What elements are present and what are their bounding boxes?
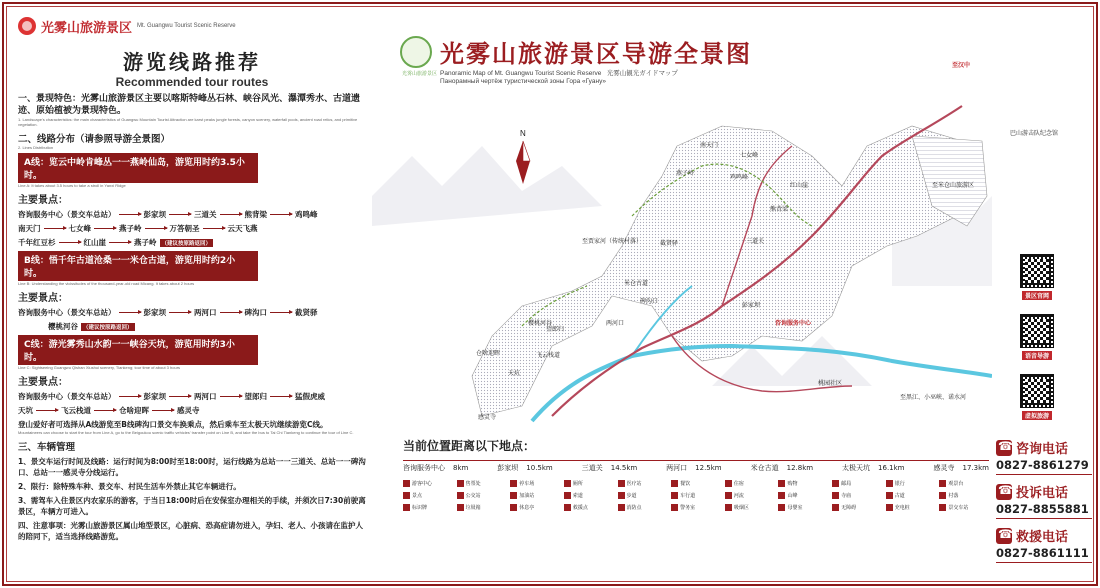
qr-pattern <box>1025 259 1049 283</box>
distance-km: 16.1km <box>878 464 905 472</box>
legend-item <box>510 502 560 512</box>
line-c-row-1 <box>18 391 366 402</box>
hotline-number[interactable]: 0827-8861279 <box>996 458 1092 475</box>
legend-label: 消防点 <box>626 504 642 511</box>
legend-label: 救援点 <box>572 504 588 511</box>
routes-title: 游览线路推荐 <box>123 50 261 74</box>
line-b-en: Line B: Understanding the vicissitudes of the thousand-year-old road Micang. It takes about 2 hours <box>18 281 195 286</box>
stop: 碑沟口 <box>244 308 267 317</box>
stop: 咨询服务中心（景交车总站） <box>18 210 116 219</box>
legend-label: 垃圾箱 <box>465 504 481 511</box>
notice: 四、注意事项：光雾山旅游景区属山地型景区，心脏病、恐高症请勿进入，孕妇、老人、小孩请在监护人的陪同下，适当选择线路游览。 <box>18 521 363 541</box>
legend-symbol-icon <box>778 492 785 499</box>
legend-item <box>832 502 882 512</box>
line-a-en: Line A: It takes about 3.5 hours to take a stroll in Yanxi Ridge <box>18 183 126 188</box>
stop: 鸡鸣峰 <box>295 210 318 219</box>
arrow-icon <box>220 396 242 397</box>
qr-code-website[interactable] <box>1020 254 1054 288</box>
stop: 彭家坝 <box>143 210 166 219</box>
distance-item <box>403 463 468 473</box>
legend-item <box>403 490 453 500</box>
stop: 彭家坝 <box>143 392 166 401</box>
legend-symbol-icon <box>939 504 946 511</box>
line-a-row-3 <box>18 237 366 248</box>
legend-label: 吸烟区 <box>733 504 749 511</box>
legend-label: 观景台 <box>948 480 964 487</box>
hotline-title: 投诉电话 <box>1016 486 1069 501</box>
legend-symbol-icon <box>510 504 517 511</box>
legend-item <box>618 490 668 500</box>
legend-item <box>886 490 936 500</box>
hotline-title: 咨询电话 <box>1016 442 1069 457</box>
stop: 飞云栈道 <box>61 406 91 415</box>
map-title-en <box>440 68 678 77</box>
line-c-en: Line C: Sightseeing Guangwu Qishan Xiushui scenery, Tiankeng; tour time of about 3 hours <box>18 365 181 370</box>
label-pengjiaba: 彭家坝 <box>742 302 761 309</box>
hotline-consult <box>996 438 1092 475</box>
label-feiyun: 飞云栈道 <box>536 352 561 359</box>
label-taoyuan: 桃园社区 <box>818 380 843 387</box>
transfer-note: 登山爱好者可选择从A线游览至B线碑沟口景交车换乘点，然后乘车至太极天坑继续游览C线。 <box>18 420 328 429</box>
stop: 万答朝圣 <box>169 224 200 233</box>
arrow-icon <box>145 228 167 229</box>
line-a-row-1 <box>18 209 366 220</box>
legend-item <box>564 478 614 488</box>
label-xiongbeiliang: 熊背梁 <box>770 206 789 213</box>
stop: 截贤驿 <box>295 308 318 317</box>
legend-symbol-icon <box>564 492 571 499</box>
label-tiankeng: 天坑 <box>508 370 521 377</box>
legend-label: 索道 <box>572 492 583 499</box>
legend-label: 游客中心 <box>412 480 433 487</box>
stop: 熊背梁 <box>244 210 267 219</box>
legend-symbol-icon <box>939 480 946 487</box>
arrow-icon <box>169 312 191 313</box>
stop: 两河口 <box>194 308 217 317</box>
distance-item <box>582 463 637 473</box>
legend-label: 景点 <box>412 492 423 499</box>
section-features: 一、景现特色：光雾山旅游景区主要以喀斯特峰丛石林、峡谷风光、瀑潭秀水、古道遗迹、原始植被为景现特色。 <box>18 94 361 116</box>
distance-item <box>842 463 904 473</box>
legend-item <box>564 490 614 500</box>
legend-item <box>510 478 560 488</box>
legend-item <box>939 490 989 500</box>
arrow-icon <box>270 312 292 313</box>
arrow-icon <box>109 242 131 243</box>
legend-symbol-icon <box>725 504 732 511</box>
qr-code-virtual-tour[interactable] <box>1020 374 1054 408</box>
section-lines-en: 2. Lines Distribution <box>18 145 54 150</box>
legend-item <box>778 490 828 500</box>
map-title: 光雾山旅游景区导游全景图 <box>440 40 752 68</box>
reserve-logo-icon <box>400 36 432 68</box>
distance-name: 两河口 <box>666 464 688 472</box>
line-a-row-2 <box>18 223 366 234</box>
legend-symbol-icon <box>671 504 678 511</box>
label-to-jiajiahe: 至贾家河（传统村落） <box>582 238 643 245</box>
legend-symbol-icon <box>457 480 464 487</box>
legend-label: 医疗站 <box>626 480 642 487</box>
routes-subtitle: Recommended tour routes <box>115 75 269 89</box>
scenic-map[interactable] <box>372 86 992 431</box>
legend-label: 住宿 <box>733 480 744 487</box>
label-to-micang: 至米仓山旅游区 <box>932 182 975 189</box>
arrow-icon <box>169 214 191 215</box>
map-title-ru: Панорамный чертёж туристической зоны Гора «Гуану» <box>440 78 607 85</box>
legend-label: 母婴室 <box>787 504 803 511</box>
stop: 感灵寺 <box>177 406 200 415</box>
legend-label: 无障碍 <box>841 504 857 511</box>
distance-km: 12.8km <box>786 464 814 472</box>
vehicle-rule-1: 1、景交车运行时间及线路：运行时间为8:00时至18:00时，运行线路为总站一一三道关、总站一一碑沟口、总站一一感灵寺分线运行。 <box>18 457 366 477</box>
stop: 南天门 <box>18 224 41 233</box>
brand-name-en: Mt. Guangwu Tourist Scenic Reserve <box>137 23 236 29</box>
hotline-number[interactable]: 0827-8861111 <box>996 546 1092 563</box>
legend-label: 寺庙 <box>841 492 852 499</box>
distance-name: 三道关 <box>581 464 603 472</box>
legend-item <box>778 502 828 512</box>
legend-label: 停车场 <box>519 480 535 487</box>
arrow-icon <box>169 396 191 397</box>
legend-symbol-icon <box>832 504 839 511</box>
label-ganlingsi: 感灵寺 <box>478 414 497 421</box>
legend-item <box>725 502 775 512</box>
stop: 七女峰 <box>68 224 91 233</box>
label-hongshanya: 红山崖 <box>790 182 809 189</box>
legend-item <box>939 502 989 512</box>
brand-header <box>18 14 366 38</box>
legend-symbol-icon <box>939 492 946 499</box>
legend-label: 邮局 <box>841 480 852 487</box>
legend-item <box>725 478 775 488</box>
tour-routes-panel <box>18 14 366 580</box>
brand-name-cn: 光雾山旅游景区 <box>41 20 133 36</box>
qr-code-audio-guide[interactable] <box>1020 314 1054 348</box>
line-b-row-2 <box>18 321 366 332</box>
arrow-icon <box>270 396 292 397</box>
legend-label: 银行 <box>894 480 905 487</box>
hotline-complaint <box>996 482 1092 519</box>
legend-symbol-icon <box>564 480 571 487</box>
legend-symbol-icon <box>725 480 732 487</box>
hotline-title: 救援电话 <box>1016 530 1069 545</box>
distance-km: 8km <box>453 464 469 472</box>
section-lines: 二、线路分布（请参照导游全景图） <box>18 134 171 145</box>
distance-item <box>666 463 721 473</box>
legend-item <box>886 478 936 488</box>
stop: 燕子岭 <box>119 224 142 233</box>
label-wanglanggui: 望郎归 <box>546 326 565 333</box>
legend-symbol-icon <box>403 480 410 487</box>
legend-item <box>671 478 721 488</box>
vehicle-rule-3: 3、需驾车入住景区内农家乐的游客，于当日18:00时后在安保室办理相关的手续，并须次日7:30前驶离景区，车辆方可进入。 <box>18 496 366 516</box>
arrow-icon <box>119 312 141 313</box>
label-qinvfeng: 七女峰 <box>740 152 759 159</box>
legend-item <box>886 502 936 512</box>
legend-symbol-icon <box>886 492 893 499</box>
label-yingtao: 樱桃河谷 <box>528 320 553 327</box>
return-note: （建议按原路返回） <box>161 240 212 247</box>
phone-icon <box>996 440 1012 456</box>
return-note: （建议按原路返回） <box>83 324 133 331</box>
stop: 猛假虎威 <box>295 392 325 401</box>
qr-label-audio-guide: 语音导游 <box>1022 351 1052 360</box>
stop: 千年红豆杉 <box>18 238 56 247</box>
legend-item <box>457 502 507 512</box>
legend-label: 加油站 <box>519 492 535 499</box>
stop: 望郎归 <box>244 392 267 401</box>
legend-label: 餐饮 <box>680 480 691 487</box>
legend-item <box>618 502 668 512</box>
legend-item <box>939 478 989 488</box>
legend-symbol-icon <box>618 480 625 487</box>
legend-label: 厕所 <box>572 480 583 487</box>
legend-item <box>832 490 882 500</box>
line-c-bar: C线：游光雾秀山水韵一一峡谷天坑，游览用时约3小时。 <box>18 335 258 365</box>
distance-name: 米仓古道 <box>750 464 779 472</box>
distance-title: 当前位置距离以下地点： <box>403 439 536 453</box>
map-title-jp: 光雾山観光ガイドマップ <box>606 70 678 77</box>
arrow-icon <box>59 242 81 243</box>
label-nantianmen: 南天门 <box>700 142 719 149</box>
brand-logo-icon <box>18 17 36 35</box>
distance-name: 感灵寺 <box>933 464 955 472</box>
stop: 三道关 <box>194 210 217 219</box>
map-title-en-text: Panoramic Map of Mt. Guangwu Tourist Scenic Reserve <box>440 70 602 77</box>
legend-item <box>403 502 453 512</box>
legend-item <box>457 490 507 500</box>
stop: 两河口 <box>194 392 217 401</box>
legend-symbol-icon <box>618 492 625 499</box>
legend-symbol-icon <box>403 492 410 499</box>
legend-item <box>671 502 721 512</box>
legend-label: 标识牌 <box>412 504 428 511</box>
hotline-number[interactable]: 0827-8855881 <box>996 502 1092 519</box>
legend-label: 充电桩 <box>894 504 910 511</box>
label-to-hanzhong: 至汉中 <box>952 62 971 69</box>
legend-item <box>618 478 668 488</box>
legend-symbol-icon <box>510 480 517 487</box>
arrow-icon <box>220 312 242 313</box>
distance-item <box>751 463 813 473</box>
arrow-icon <box>94 410 116 411</box>
line-c-spots-title: 主要景点： <box>18 377 68 388</box>
arrow-icon <box>270 214 292 215</box>
legend-symbol-icon <box>886 504 893 511</box>
label-jiexianyi: 截贤驿 <box>660 240 679 247</box>
stop: 樱桃河谷 <box>48 322 78 331</box>
qr-pattern <box>1025 319 1049 343</box>
legend-symbol-icon <box>671 480 678 487</box>
stop: 彭家坝 <box>143 308 166 317</box>
legend-symbol-icon <box>403 504 410 511</box>
map-legend <box>403 478 989 580</box>
legend-label: 村落 <box>948 492 959 499</box>
arrow-icon <box>94 228 116 229</box>
qr-label-website: 景区官网 <box>1022 291 1052 300</box>
qr-pattern <box>1025 379 1049 403</box>
phone-icon <box>996 528 1012 544</box>
legend-symbol-icon <box>618 504 625 511</box>
qr-label-virtual-tour: 虚拟旅游 <box>1022 411 1052 420</box>
distance-item <box>497 463 552 473</box>
legend-label: 购物 <box>787 480 798 487</box>
label-to-heijiang: 至黑江、小巫峡、诺水河 <box>900 394 967 401</box>
legend-label: 步道 <box>626 492 637 499</box>
section-features-en: 1. Landscape's characteristics: the main characteristics of Guangwu Mountain Tourist Attraction are karst peaks jungle forests, canyon scenery, waterfall pools, ancient road relics, and primitive vegetation. <box>18 117 358 127</box>
compass-label: N <box>520 129 526 138</box>
legend-symbol-icon <box>510 492 517 499</box>
stop: 咨询服务中心（景交车总站） <box>18 392 116 401</box>
legend-item <box>564 502 614 512</box>
label-memorial: 巴山游击队纪念馆 <box>1010 130 1059 137</box>
line-b-spots-title: 主要景点： <box>18 293 68 304</box>
phone-icon <box>996 484 1012 500</box>
line-a-bar: A线：览云中岭肯峰丛一一燕岭仙岛，游览用时约3.5小时。 <box>18 153 258 183</box>
legend-label: 公交站 <box>465 492 481 499</box>
legend-symbol-icon <box>671 492 678 499</box>
section-vehicles: 三、车辆管理 <box>18 442 76 453</box>
legend-symbol-icon <box>457 492 464 499</box>
stop: 仓啥迎晖 <box>119 406 149 415</box>
legend-item <box>671 490 721 500</box>
legend-item <box>778 478 828 488</box>
label-beigoukou: 碑沟口 <box>640 298 659 305</box>
legend-symbol-icon <box>778 504 785 511</box>
legend-item <box>457 478 507 488</box>
legend-symbol-icon <box>457 504 464 511</box>
arrow-icon <box>152 410 174 411</box>
label-micang-road: 米仓古道 <box>624 280 649 287</box>
legend-label: 车行道 <box>680 492 696 499</box>
legend-symbol-icon <box>886 480 893 487</box>
legend-item <box>510 490 560 500</box>
legend-item <box>403 478 453 488</box>
legend-label: 山峰 <box>787 492 798 499</box>
distance-km: 14.5km <box>610 464 638 472</box>
legend-item <box>725 490 775 500</box>
legend-label: 售票处 <box>465 480 481 487</box>
legend-symbol-icon <box>564 504 571 511</box>
label-yanziling: 燕子岭 <box>676 170 695 177</box>
stop: 天坑 <box>18 406 33 415</box>
distance-name: 彭家坝 <box>497 464 519 472</box>
legend-label: 休息亭 <box>519 504 535 511</box>
arrow-icon <box>203 228 225 229</box>
distance-item <box>933 463 988 473</box>
line-c-row-2 <box>18 405 366 416</box>
line-a-spots-title: 主要景点： <box>18 195 68 206</box>
legend-label: 警务室 <box>680 504 696 511</box>
legend-symbol-icon <box>725 492 732 499</box>
distance-list <box>403 460 989 473</box>
line-b-row-1 <box>18 307 366 318</box>
compass-needle-half <box>523 141 530 161</box>
legend-label: 古道 <box>894 492 905 499</box>
label-visitor-center: 咨询服务中心 <box>775 320 812 327</box>
distance-km: 17.3km <box>962 464 989 472</box>
legend-symbol-icon <box>832 480 839 487</box>
vehicle-rule-2: 2、限行：除特殊车种、景交车、村民生活车外禁止其它车辆进行。 <box>18 482 241 491</box>
arrow-icon <box>36 410 58 411</box>
legend-label: 景交车站 <box>948 504 969 511</box>
arrow-icon <box>220 214 242 215</box>
legend-item <box>832 478 882 488</box>
label-lianghekou: 两河口 <box>606 320 625 327</box>
line-b-bar: B线：悟千年古道沧桑一一米仓古道，游览用时约2小时。 <box>18 251 258 281</box>
legend-symbol-icon <box>778 480 785 487</box>
stop: 燕子岭 <box>134 238 157 247</box>
compass-icon <box>516 129 530 184</box>
hotline-rescue <box>996 526 1092 563</box>
stop: 红山崖 <box>83 238 106 247</box>
label-cangsha: 仓啥迎晖 <box>476 350 501 357</box>
legend-label: 河流 <box>733 492 744 499</box>
stop: 咨询服务中心（景交车总站） <box>18 308 116 317</box>
bg-mountains <box>372 146 602 226</box>
stop: 云天飞燕 <box>227 224 258 233</box>
label-jimingfeng: 鸡鸣峰 <box>730 174 749 181</box>
distance-name: 咨询服务中心 <box>403 464 445 472</box>
legend-symbol-icon <box>832 492 839 499</box>
distance-name: 太极天坑 <box>842 464 871 472</box>
arrow-icon <box>119 214 141 215</box>
label-sandaoguan: 三道关 <box>746 238 765 245</box>
arrow-icon <box>119 396 141 397</box>
distance-km: 10.5km <box>526 464 553 472</box>
transfer-note-en: Mountaineers can choose to start the tour from Line A, go to the Beigoukou scenic traffic vehicles' transfer point on Line B, and take the bus to Tai Chi Tiankeng to continue the tour of Line C. <box>18 430 354 435</box>
reserve-logo-label: 光雾山旅游景区 <box>402 71 438 77</box>
distance-km: 12.5km <box>695 464 722 472</box>
arrow-icon <box>44 228 66 229</box>
